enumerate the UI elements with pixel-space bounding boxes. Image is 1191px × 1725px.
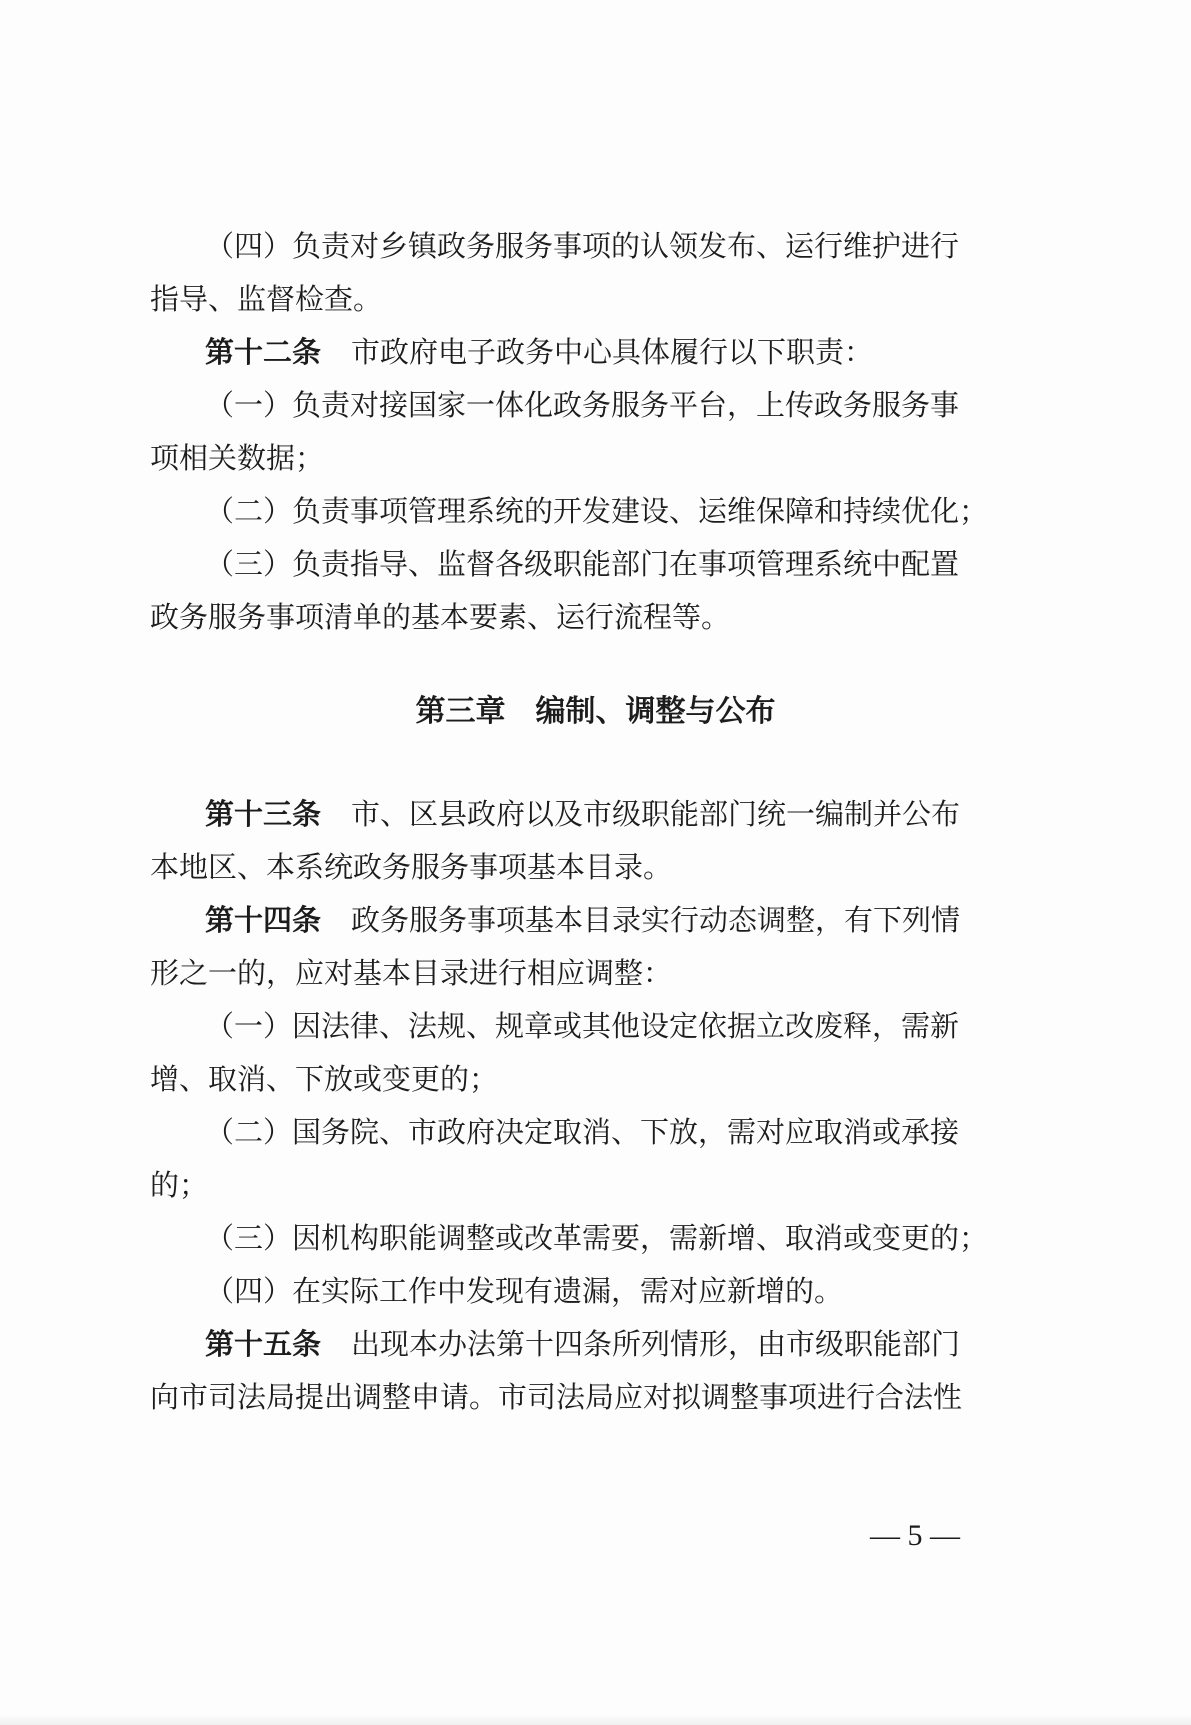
text-line: （一）负责对接国家一体化政务服务平台，上传政务服务事 — [205, 388, 960, 422]
text-line: 形之一的，应对基本目录进行相应调整： — [150, 956, 673, 990]
text-line: （三）负责指导、监督各级职能部门在事项管理系统中配置 — [205, 547, 960, 581]
scan-edge — [0, 1713, 1191, 1725]
article-13-paragraph — [205, 794, 961, 834]
article-label: 第十二条 — [205, 335, 322, 369]
article-label: 第十三条 — [205, 797, 322, 831]
text-line: 出现本办法第十四条所列情形，由市级职能部门 — [351, 1327, 961, 1361]
article-label: 第十五条 — [205, 1327, 322, 1361]
text-line: 项相关数据； — [150, 441, 325, 475]
page-number: — 5 — — [870, 1519, 960, 1552]
text-line: （四）负责对乡镇政务服务事项的认领发布、运行维护进行 — [205, 229, 960, 263]
text-line: 向市司法局提出调整申请。市司法局应对拟调整事项进行合法性 — [150, 1380, 963, 1414]
text-line: （三）因机构职能调整或改革需要，需新增、取消或变更的； — [205, 1221, 989, 1255]
article-12-paragraph — [205, 332, 873, 372]
text-line: （一）因法律、法规、规章或其他设定依据立改废释，需新 — [205, 1009, 960, 1043]
text-line: 市政府电子政务中心具体履行以下职责： — [351, 335, 874, 369]
text-line: 本地区、本系统政务服务事项基本目录。 — [150, 850, 673, 884]
text-line: 市、区县政府以及市级职能部门统一编制并公布 — [351, 797, 961, 831]
text-line: 的； — [150, 1168, 209, 1202]
text-line: （二）负责事项管理系统的开发建设、运维保障和持续优化； — [205, 494, 989, 528]
text-line: （二）国务院、市政府决定取消、下放，需对应取消或承接 — [205, 1115, 960, 1149]
article-label: 第十四条 — [205, 903, 322, 937]
text-line: （四）在实际工作中发现有遗漏，需对应新增的。 — [205, 1274, 844, 1308]
text-line: 指导、监督检查。 — [150, 282, 383, 316]
text-line: 政务服务事项清单的基本要素、运行流程等。 — [150, 600, 731, 634]
chapter-heading: 第三章 编制、调整与公布 — [415, 694, 776, 729]
text-line: 政务服务事项基本目录实行动态调整，有下列情 — [351, 903, 961, 937]
text-line: 增、取消、下放或变更的； — [150, 1062, 499, 1096]
article-15-paragraph — [205, 1324, 961, 1364]
article-14-paragraph — [205, 900, 961, 940]
